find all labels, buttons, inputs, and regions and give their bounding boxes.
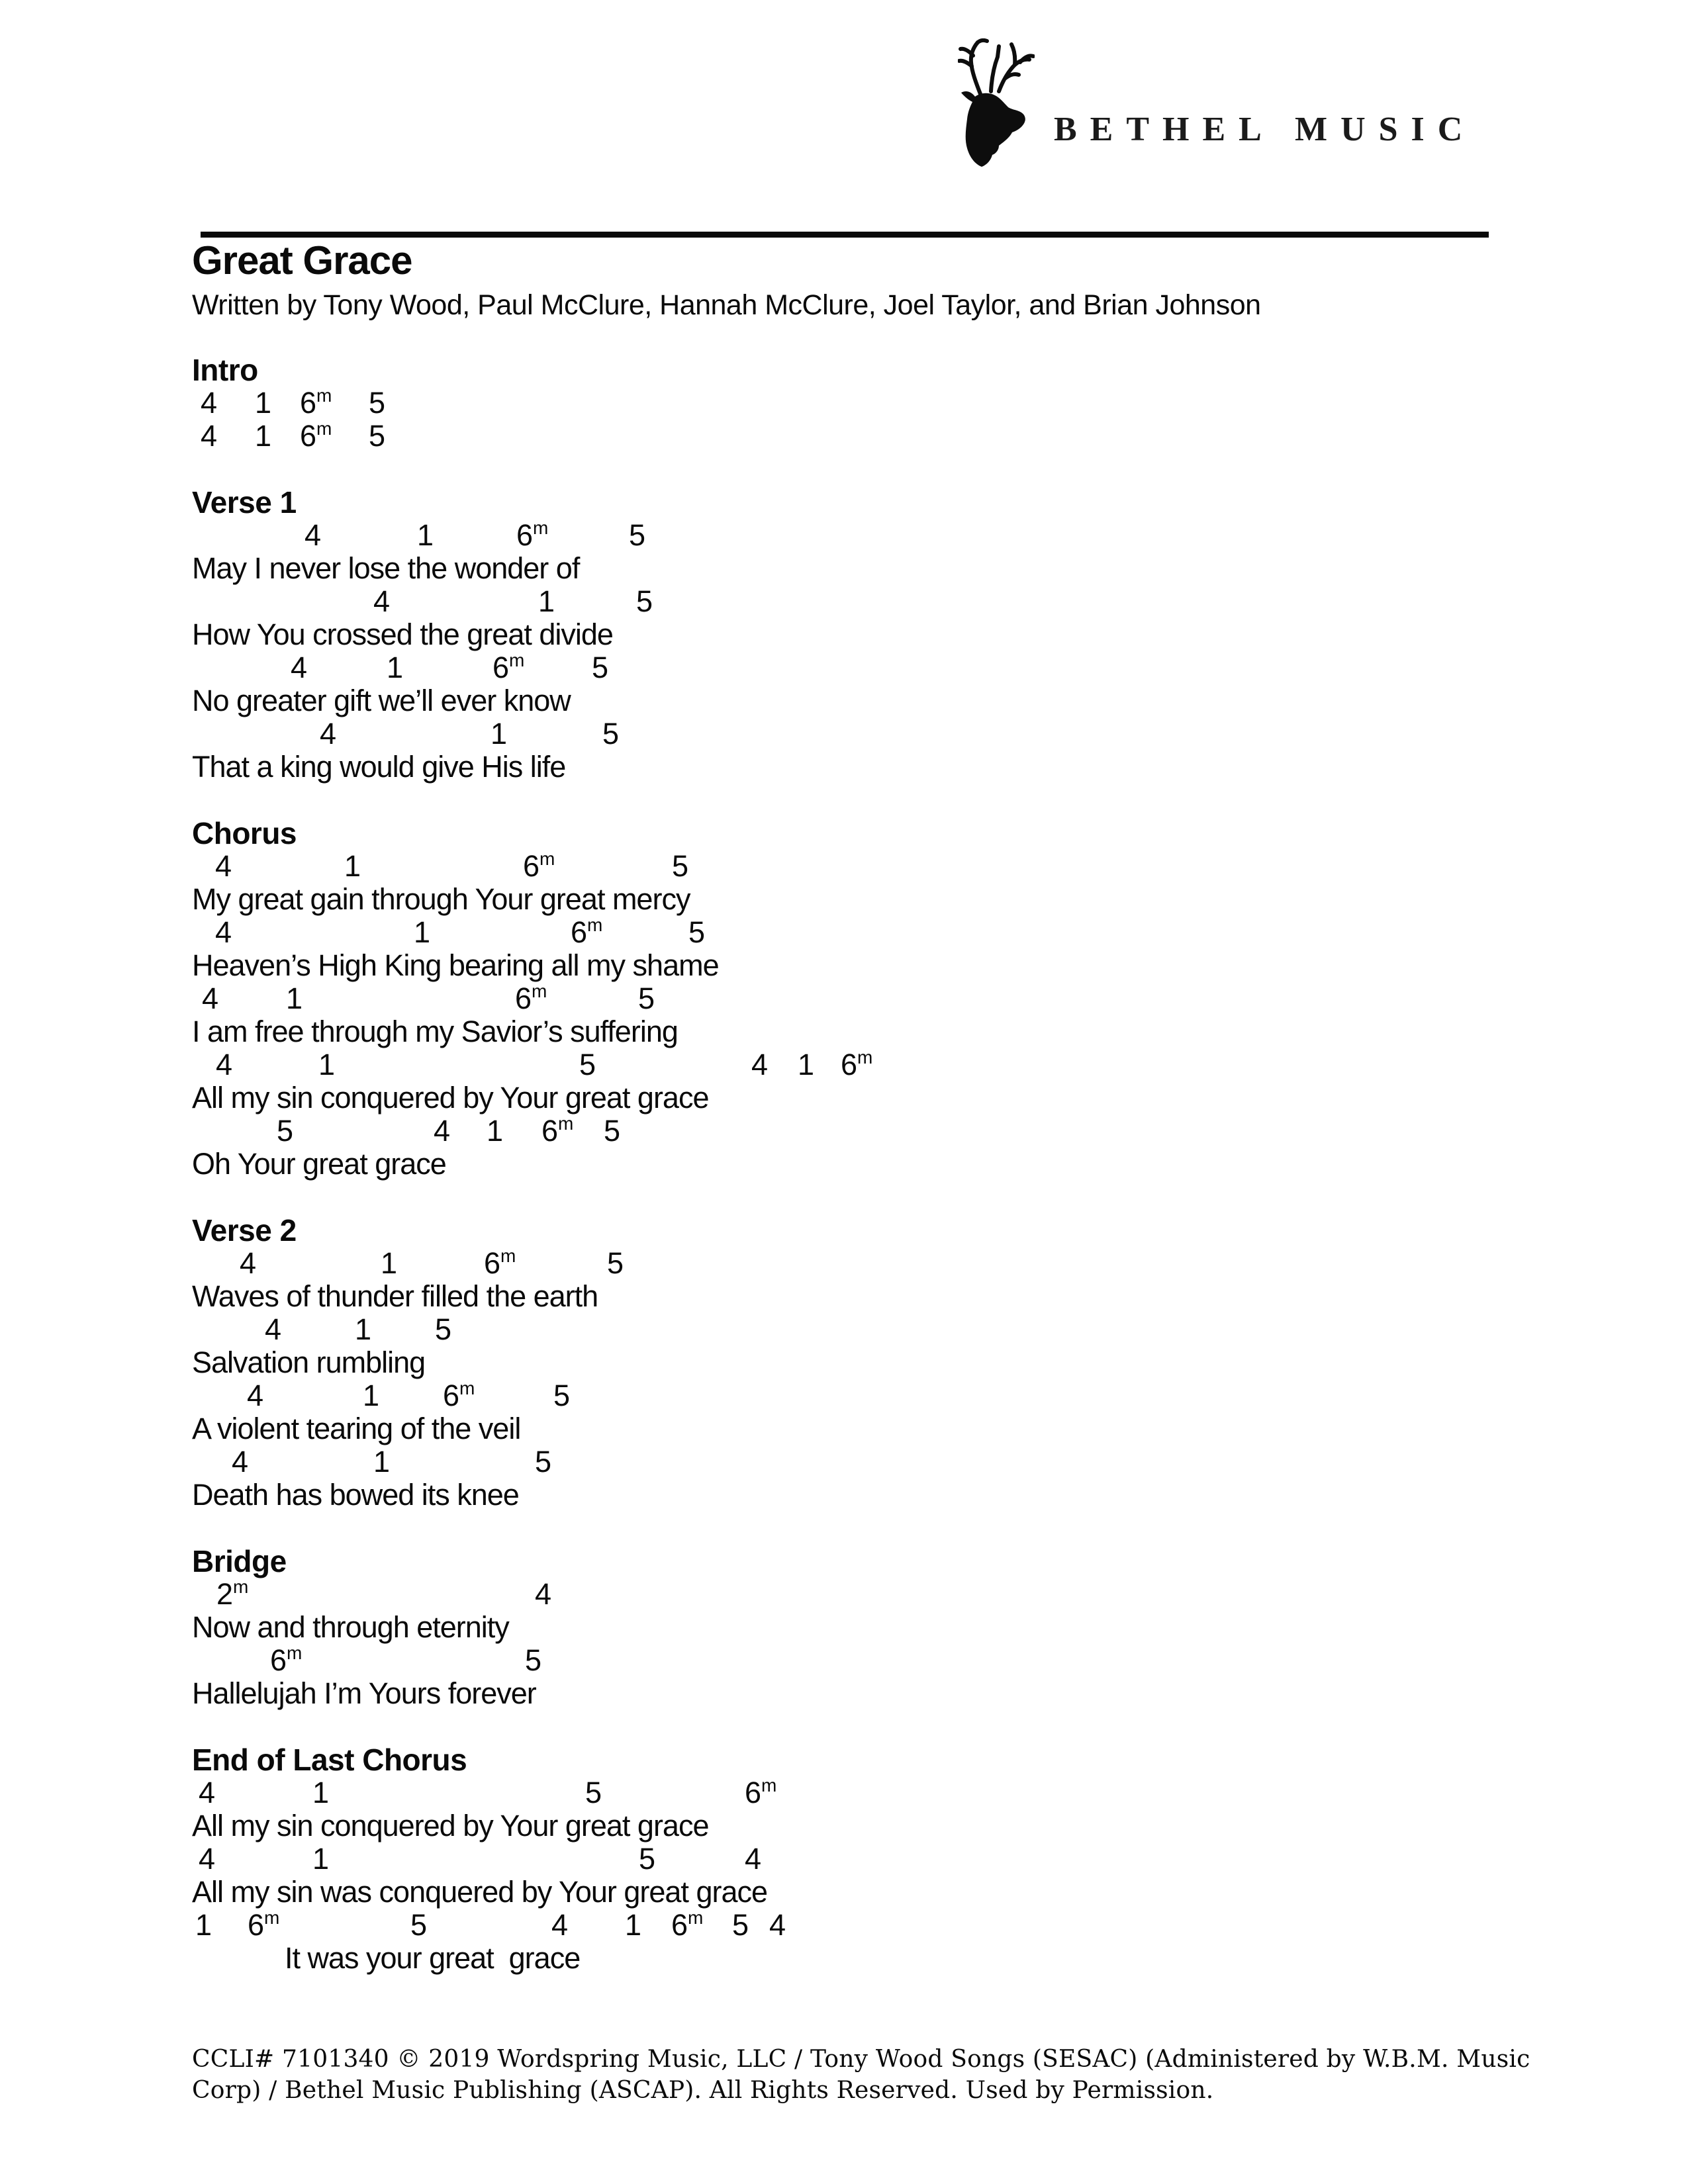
minor-superscript: m (509, 650, 525, 670)
section (0, 1545, 1688, 1710)
chord-line (0, 420, 1688, 453)
chord: 6$^m$ (541, 1113, 574, 1148)
lyric-line: All my sin was conquered by Your great grace (192, 1875, 768, 1909)
chord: 4 (751, 1048, 768, 1081)
lyric-line: My great gain through Your great mercy (192, 882, 690, 916)
chord-line (0, 1313, 1688, 1346)
chord: 5 (629, 518, 645, 552)
chord: 5 (672, 849, 688, 883)
chord: 4 (551, 1908, 568, 1942)
minor-superscript: m (532, 981, 547, 1001)
byline: Written by Tony Wood, Paul McClure, Hannah McClure, Joel Taylor, and Brian Johnson (192, 289, 1261, 321)
chord: 5 (579, 1048, 596, 1081)
sections (0, 353, 1688, 1975)
chord: 1 (318, 1048, 335, 1081)
chord: 5 (688, 915, 705, 949)
chord: 4 (199, 1776, 215, 1809)
chord-line (0, 519, 1688, 552)
section-title: End of Last Chorus (192, 1743, 467, 1777)
chord-line (0, 1909, 1688, 1942)
chord-line (0, 1048, 1688, 1081)
brand-wordmark: BETHEL MUSIC (1054, 111, 1476, 148)
chord: 1 (491, 717, 507, 751)
chord-line (0, 1115, 1688, 1148)
chord: 4 (215, 849, 232, 883)
section (0, 486, 1688, 784)
chord: 6$^m$ (492, 650, 525, 684)
chord: 1 (286, 981, 303, 1015)
lyric-line: Salvation rumbling (192, 1345, 426, 1379)
chord: 6$^m$ (516, 518, 549, 552)
chord: 4 (202, 981, 218, 1015)
lyric-line: A violent tearing of the veil (192, 1412, 521, 1445)
footer-line: CCLI# 7101340 © 2019 Wordspring Music, LLC / Tony Wood Songs (SESAC) (Administered by W.B.M. Music (192, 2046, 1530, 2073)
chord: 1 (255, 386, 271, 420)
chord: 4 (247, 1379, 263, 1412)
chord: 6$^m$ (571, 915, 603, 949)
chord: 1 (625, 1908, 641, 1942)
section-title: Intro (192, 353, 258, 387)
chord: 4 (769, 1908, 786, 1942)
chord-line (0, 850, 1688, 883)
chord: 4 (291, 651, 307, 684)
chord: 5 (585, 1776, 602, 1809)
chord-line (0, 982, 1688, 1015)
chord: 5 (553, 1379, 570, 1412)
chord: 4 (265, 1312, 281, 1346)
lyric-line: All my sin conquered by Your great grace (192, 1809, 709, 1843)
minor-superscript: m (857, 1047, 873, 1068)
chord: 1 (381, 1246, 397, 1280)
lyric-line: May I never lose the wonder of (192, 551, 580, 585)
chord-line (0, 1578, 1688, 1611)
lyric-line: It was your great grace (285, 1941, 581, 1975)
chord: 1 (355, 1312, 371, 1346)
minor-superscript: m (459, 1378, 475, 1398)
chord: 5 (732, 1908, 749, 1942)
chord: 5 (410, 1908, 427, 1942)
chord: 1 (387, 651, 403, 684)
chord: 4 (745, 1842, 761, 1876)
chord: 6$^m$ (443, 1378, 475, 1412)
chord-line (0, 1644, 1688, 1677)
lyric-line: Hallelujah I’m Yours forever (192, 1676, 536, 1710)
chord: 4 (216, 1048, 232, 1081)
lyric-line: How You crossed the great divide (192, 617, 613, 651)
chord: 5 (435, 1312, 451, 1346)
chord: 5 (636, 584, 653, 618)
chord: 1 (363, 1379, 379, 1412)
chord: 5 (604, 1114, 620, 1148)
section-title: Verse 2 (192, 1213, 297, 1248)
footer (192, 2044, 1688, 2106)
chord-line (0, 387, 1688, 420)
chord: 6$^m$ (515, 981, 547, 1015)
chord: 1 (312, 1776, 329, 1809)
chord-line (0, 1843, 1688, 1876)
section (0, 1743, 1688, 1975)
chord-line (0, 585, 1688, 618)
chord: 6$^m$ (484, 1246, 516, 1280)
section-title: Bridge (192, 1544, 287, 1578)
chord: 4 (240, 1246, 256, 1280)
chord: 5 (592, 651, 608, 684)
chord: 5 (638, 981, 655, 1015)
section-title: Chorus (192, 816, 297, 850)
minor-superscript: m (533, 518, 549, 538)
minor-superscript: m (233, 1576, 249, 1597)
lyric-line: I am free through my Savior’s suffering (192, 1015, 678, 1048)
chord: 4 (373, 584, 390, 618)
minor-superscript: m (587, 915, 603, 935)
chord: 5 (607, 1246, 624, 1280)
lyric-line: Heaven’s High King bearing all my shame (192, 948, 719, 982)
chord: 5 (525, 1643, 541, 1677)
chord: 4 (215, 915, 232, 949)
minor-superscript: m (316, 385, 332, 406)
chord: 6$^m$ (300, 418, 332, 453)
chord: 1 (312, 1842, 329, 1876)
minor-superscript: m (500, 1246, 516, 1266)
chord-line (0, 1776, 1688, 1809)
chord: 6$^m$ (248, 1907, 280, 1942)
chord: 4 (434, 1114, 450, 1148)
chord: 4 (201, 419, 217, 453)
chord: 1 (255, 419, 271, 453)
chord: 1 (414, 915, 430, 949)
chord: 1 (195, 1908, 212, 1942)
chord: 1 (373, 1445, 390, 1479)
chord: 4 (305, 518, 321, 552)
chord: 1 (487, 1114, 503, 1148)
lyric-line: That a king would give His life (192, 750, 566, 784)
minor-superscript: m (688, 1907, 704, 1928)
lyric-line: Oh Your great grace (192, 1147, 446, 1181)
chord-line (0, 651, 1688, 684)
lyric-line: No greater gift we’ll ever know (192, 684, 571, 717)
minor-superscript: m (316, 418, 332, 439)
chord: 4 (535, 1577, 551, 1611)
chord: 4 (201, 386, 217, 420)
chord: 5 (369, 419, 385, 453)
section (0, 1214, 1688, 1512)
chord: 5 (535, 1445, 551, 1479)
chord: 4 (199, 1842, 215, 1876)
chord: 6$^m$ (523, 848, 555, 883)
chord: 1 (344, 849, 361, 883)
chord-line (0, 1445, 1688, 1479)
chord: 4 (232, 1445, 248, 1479)
chord: 6$^m$ (270, 1643, 303, 1677)
chord: 5 (639, 1842, 655, 1876)
chord-line (0, 1379, 1688, 1412)
section-title: Verse 1 (192, 485, 297, 520)
lyric-line: Death has bowed its knee (192, 1478, 519, 1512)
footer-line: Corp) / Bethel Music Publishing (ASCAP). All Rights Reserved. Used by Permission. (192, 2077, 1214, 2104)
lyric-line: Now and through eternity (192, 1610, 509, 1644)
chord: 6$^m$ (300, 385, 332, 420)
chord: 5 (602, 717, 619, 751)
page-title: Great Grace (192, 238, 412, 283)
minor-superscript: m (539, 848, 555, 869)
lyric-line: Waves of thunder filled the earth (192, 1279, 598, 1313)
chord: 5 (369, 386, 385, 420)
section (0, 353, 1688, 453)
chord: 1 (417, 518, 434, 552)
minor-superscript: m (287, 1643, 303, 1663)
chord: 6$^m$ (841, 1047, 873, 1081)
chord: 1 (538, 584, 555, 618)
chord: 6$^m$ (671, 1907, 704, 1942)
chord: 5 (277, 1114, 293, 1148)
chord: 2$^m$ (216, 1576, 249, 1611)
chord-line (0, 1247, 1688, 1280)
chord: 1 (798, 1048, 814, 1081)
chord-line (0, 717, 1688, 751)
chord-line (0, 916, 1688, 949)
minor-superscript: m (264, 1907, 280, 1928)
lyric-line: All my sin conquered by Your great grace (192, 1081, 709, 1115)
section (0, 817, 1688, 1181)
chord: 4 (320, 717, 336, 751)
minor-superscript: m (558, 1113, 574, 1134)
chord: 6$^m$ (745, 1775, 777, 1809)
minor-superscript: m (761, 1775, 777, 1796)
